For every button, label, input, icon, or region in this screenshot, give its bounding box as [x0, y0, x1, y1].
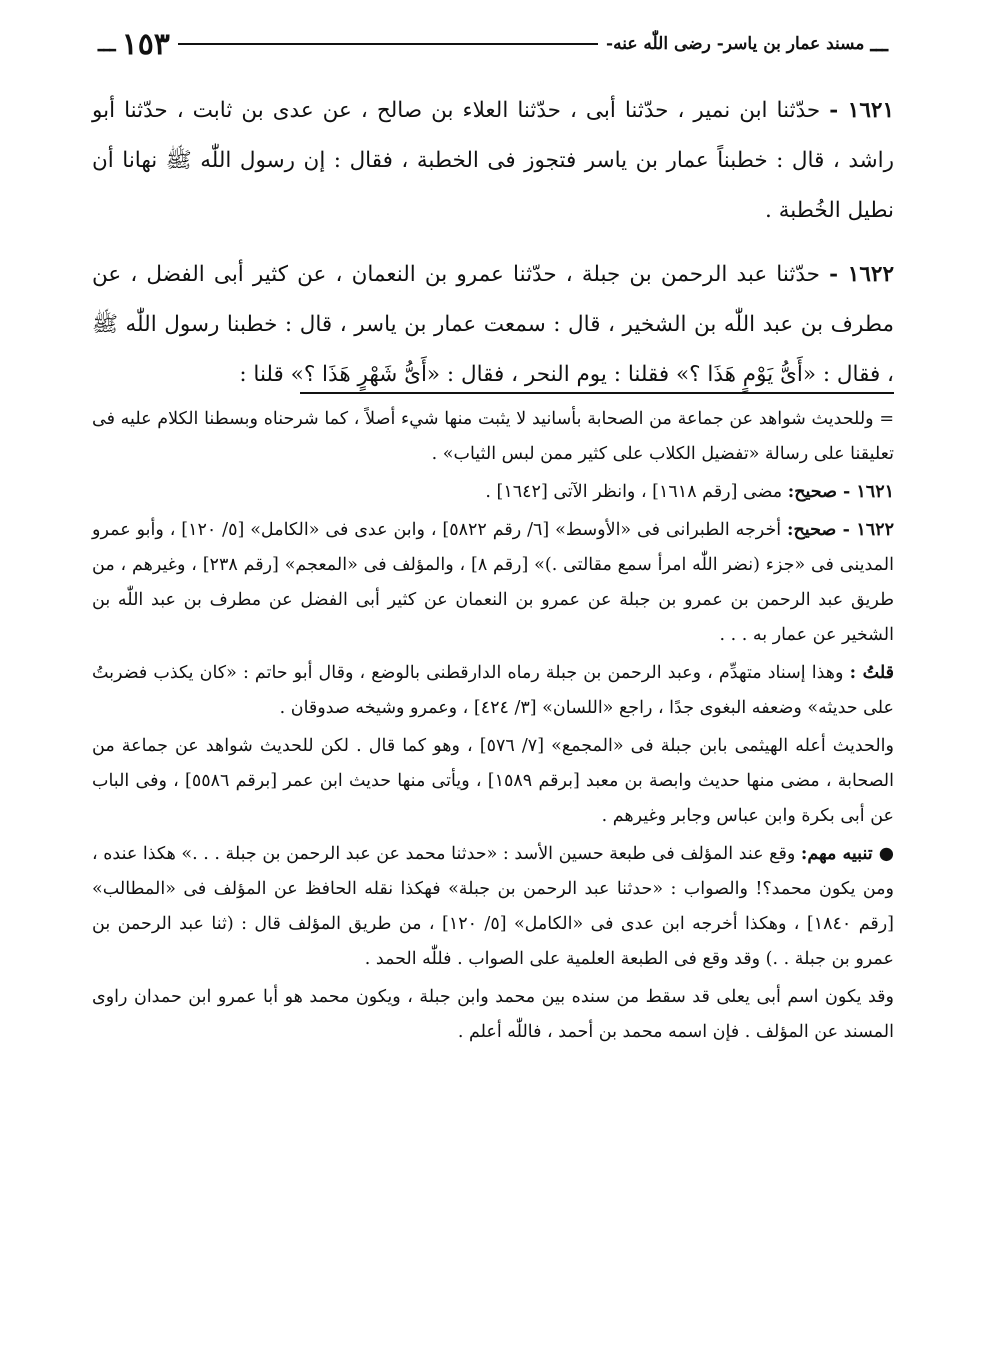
- footnote-text: مضى [رقم ١٦١٨] ، وانظر الآتى [١٦٤٢] .: [485, 482, 788, 502]
- footnote-text: والحديث أعله الهيثمى بابن جبلة فى «المجمع» [٧/ ٥٧٦] ، وهو كما قال . لكن للحديث شواهد عن جماعة من الصحابة ، مضى منها حديث وابصة بن معبد [برقم ١٥٨٩] ، ويأتى منها حديث ابن عمر [برقم ٥٥٨٦] ، وفى الباب عن أبى بكرة وابن عباس وجابر وغيرهم .: [92, 736, 894, 826]
- page-number: ١٥٣: [121, 26, 170, 62]
- footnote-lead: ١٦٢٢ - صحيح:: [787, 520, 894, 540]
- footnote-text: أخرجه الطبرانى فى «الأوسط» [٦/ رقم ٥٨٢٢] ، وابن عدى فى «الكامل» [٥/ ١٢٠] ، وأبو عمرو المدينى فى «جزء (نضر اللّٰه امرأ سمع مقالتى .)» [رقم ٨] ، والمؤلف فى «المعجم» [رقم ٢٣٨] ، وغيرهم ، من طريق عبد الرحمن بن عمرو بن جبلة عن عمرو بن النعمان عن كثير أبى الفضل عن مطرف بن عبد اللّٰه بن الشخير عن عمار به . . .: [92, 520, 894, 645]
- hadith-1621: [92, 86, 894, 236]
- header-dash: ـــ: [870, 32, 888, 56]
- footnote-lead: قلتُ :: [849, 663, 895, 683]
- hadith-number: ١٦٢١ -: [829, 98, 894, 123]
- footnote-haythami: [92, 729, 894, 834]
- footnote-1622: [92, 513, 894, 653]
- footnote-text: وهذا إسناد متهدِّم ، وعبد الرحمن بن جبلة رماه الدارقطنى بالوضع ، وقال أبو حاتم : «كان يكذب فضربتُ على حديثه» وضعفه البغوى جدًا ، راجع «اللسان» [٣/ ٤٢٤] ، وعمرو وشيخه صدوقان .: [92, 663, 894, 718]
- footnote-text: وقد يكون اسم أبى يعلى قد سقط من سنده بين محمد وابن جبلة ، ويكون محمد هو أبا عمرو ابن حمدان راوى المسند عن المؤلف . فإن اسمه محمد بن أحمد ، فاللّٰه أعلم .: [92, 987, 894, 1042]
- footnote-lead: ١٦٢١ - صحيح:: [787, 482, 894, 502]
- footnote-continuation: [92, 402, 894, 472]
- hadith-body: حدّثنا ابن نمير ، حدّثنا أبى ، حدّثنا العلاء بن صالح ، عن عدى بن ثابت ، حدّثنا أبو راشد ، قال : خطبناً عمار بن ياسر فتجوز فى الخطبة ، فقال : إن رسول اللّٰه ﷺ نهانا أن نطيل الخُطبة .: [92, 98, 894, 223]
- hadith-text: [92, 86, 894, 400]
- footnote-closing: [92, 980, 894, 1050]
- footnotes: [92, 402, 894, 1050]
- footnote-divider: [300, 392, 894, 394]
- footnote-text: = وللحديث شواهد عن جماعة من الصحابة بأسانيد لا يثبت منها شيء أصلاً ، كما شرحناه وبسطنا الكلام عليه فى تعليقنا على رسالة «تفضيل الكلاب على كثير ممن لبس الثياب» .: [92, 409, 894, 464]
- footnote-1621: [92, 475, 894, 510]
- footnote-lead: ● تنبيه مهم:: [800, 844, 894, 864]
- hadith-number: ١٦٢٢ -: [829, 262, 894, 287]
- running-title: مسند عمار بن ياسر- رضى اللّٰه عنه-: [606, 34, 865, 54]
- hadith-1622: [92, 250, 894, 400]
- footnote-text: وقع عند المؤلف فى طبعة حسين الأسد : «حدثنا محمد عن عبد الرحمن بن جبلة . . .» هكذا عنده ، ومن يكون محمد؟! والصواب : «حدثنا عبد الرحمن بن جبلة» فهكذا نقله الحافظ عن المؤلف فى «المطالب» [رقم ١٨٤٠] ، وهكذا أخرجه ابن عدى فى «الكامل» [٥/ ١٢٠] ، من طريق المؤلف قال : (ثنا عبد الرحمن بن عمرو بن جبلة . .) وقد وقع فى الطبعة العلمية على الصواب . فللّٰه الحمد .: [92, 844, 894, 969]
- footnote-qultu: [92, 656, 894, 726]
- footnote-important-note: [92, 837, 894, 977]
- header-dash-end: ـــ: [98, 32, 116, 56]
- header-rule: [178, 43, 598, 45]
- hadith-body: حدّثنا عبد الرحمن بن جبلة ، حدّثنا عمرو بن النعمان ، عن كثير أبى الفضل ، عن مطرف بن عبد اللّٰه بن الشخير ، قال : سمعت عمار بن ياسر ، قال : خطبنا رسول اللّٰه ﷺ ، فقال : «أَىُّ يَوْمٍ هَذَا ؟» فقلنا : يوم النحر ، فقال : «أَىُّ شَهْرٍ هَذَا ؟» قلنا :: [92, 262, 894, 387]
- page-header: [92, 24, 894, 64]
